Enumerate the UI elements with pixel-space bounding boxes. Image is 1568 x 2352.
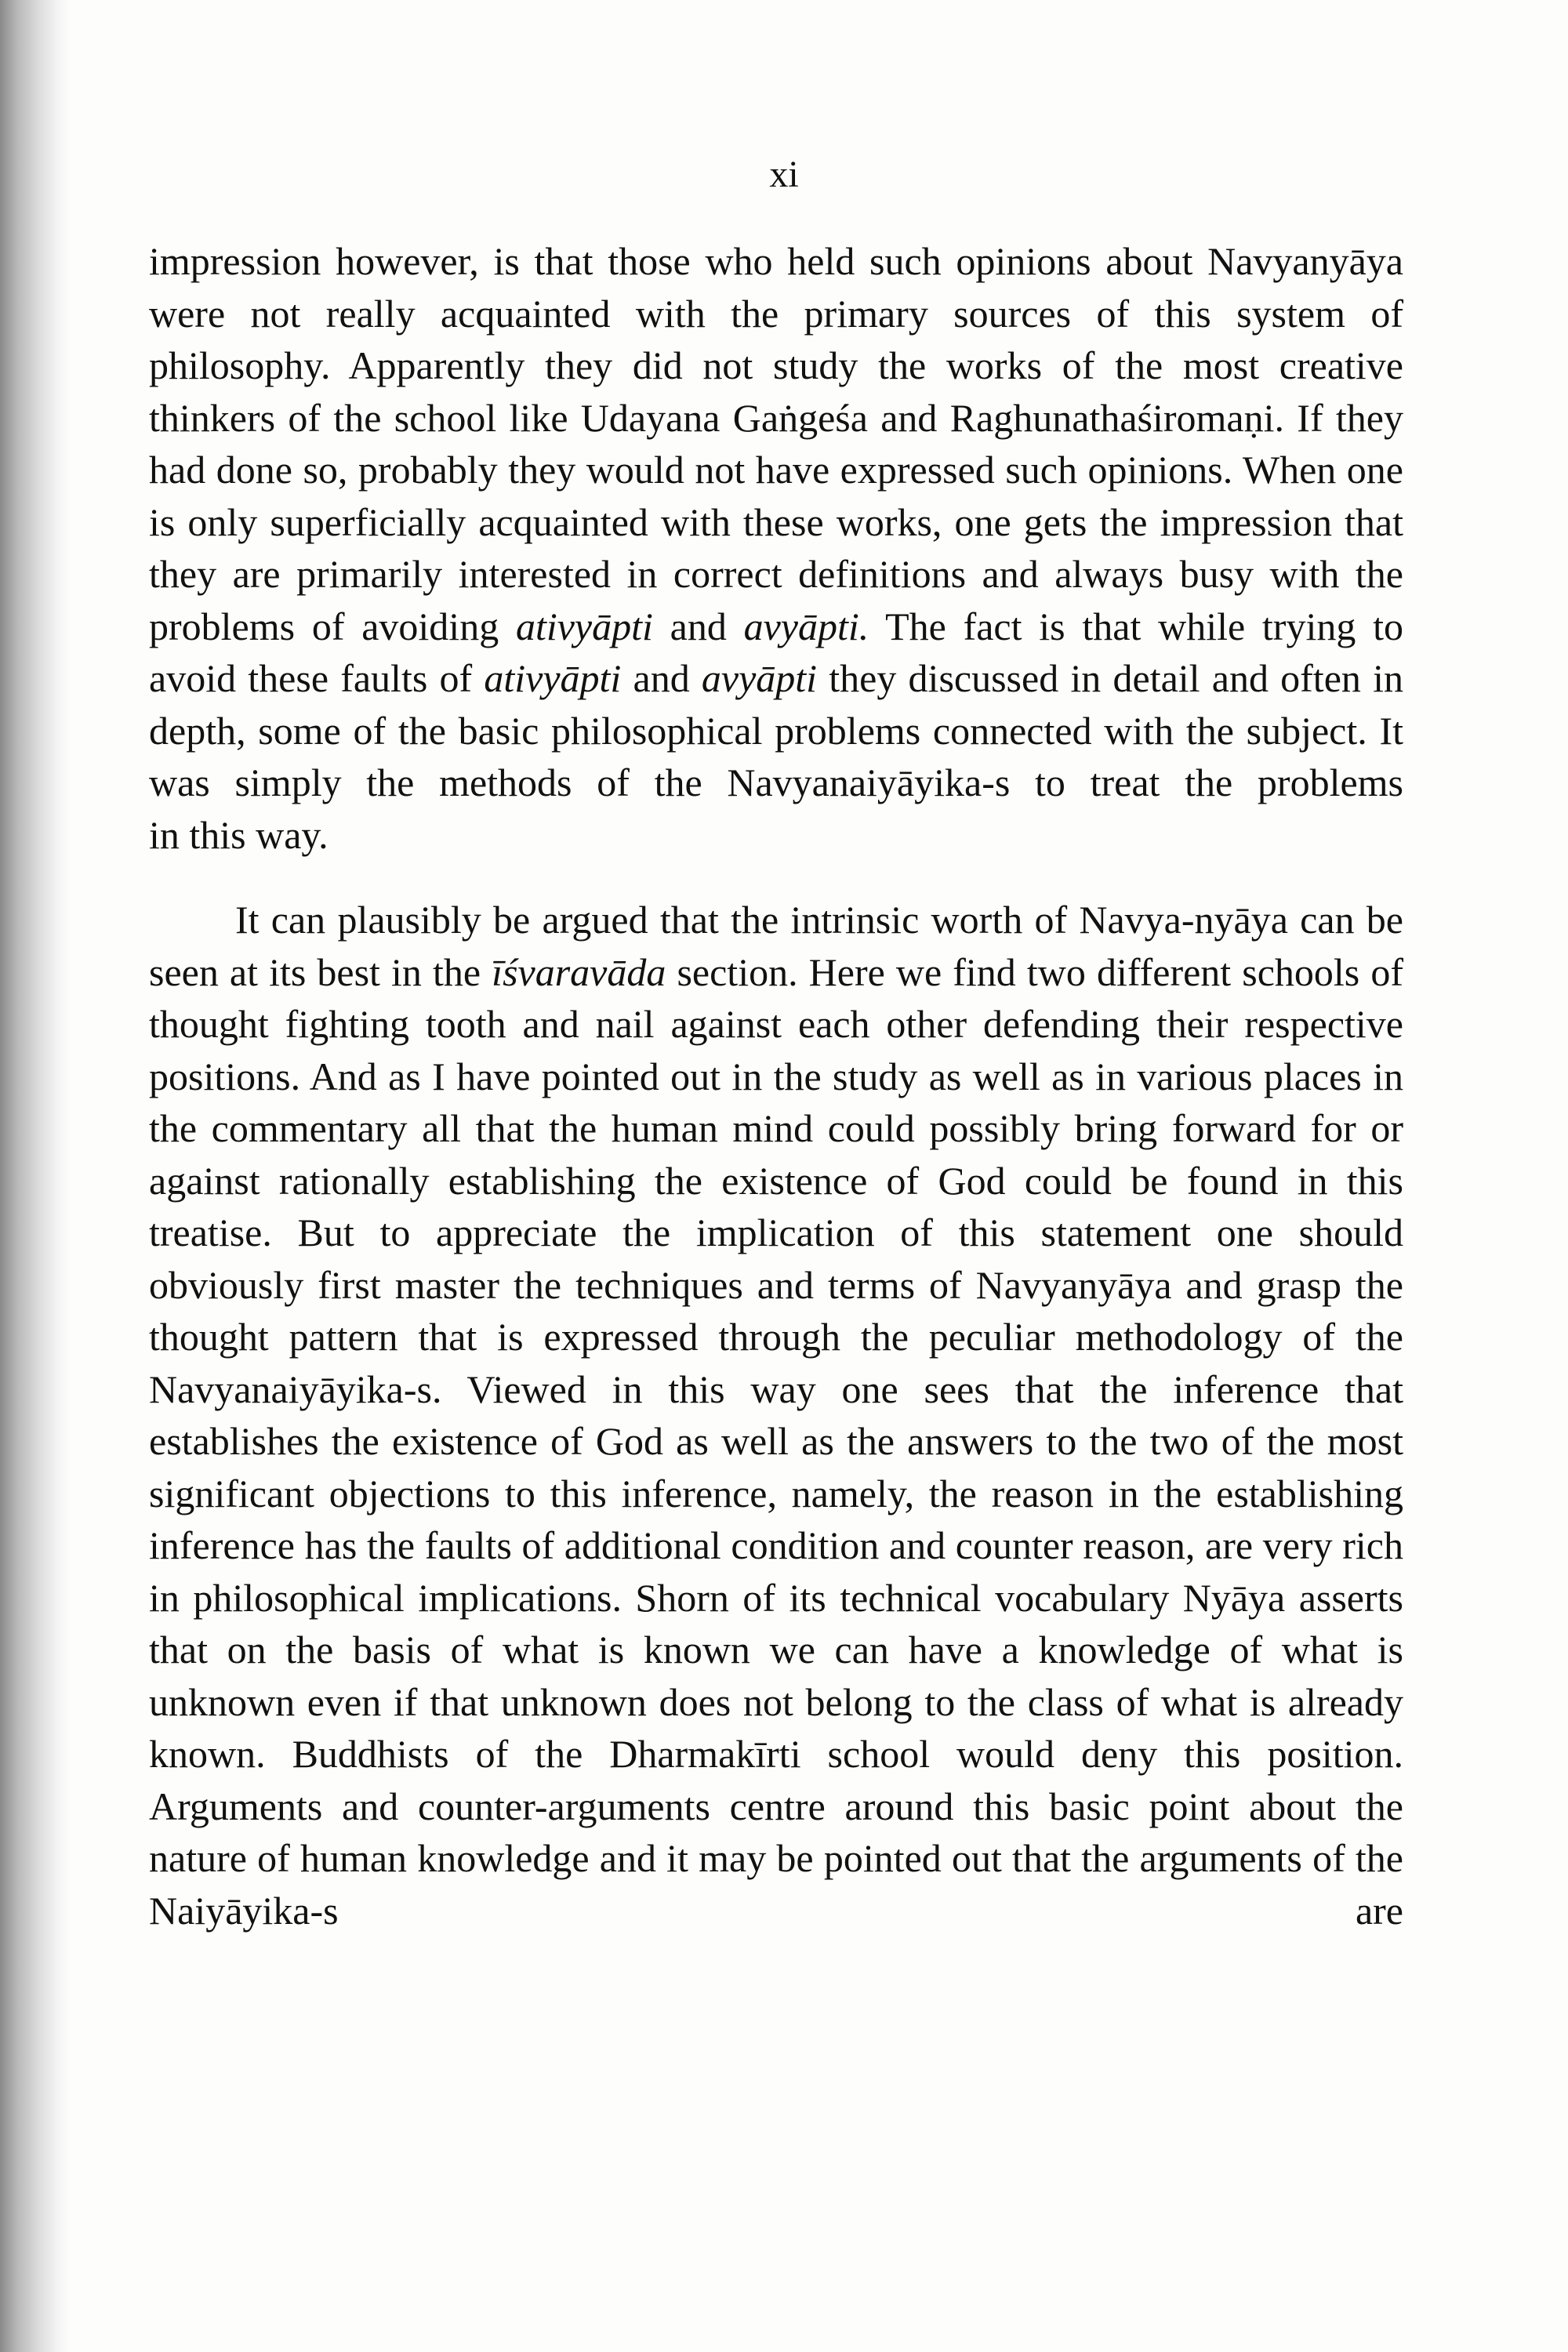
italic-term: īśvaravāda: [492, 949, 666, 994]
text-segment: and: [652, 604, 744, 648]
italic-term: ativyāpti: [515, 604, 653, 648]
page-number: xi: [769, 154, 799, 195]
text-segment: impression however, is that those who held such opinions about Navyanyāya were not really acquainted with the primary sources of this system of philosophy. Apparently they did not study the works of the most creative thinkers of the school like Udayana Gaṅgeśa and Raghunathaśiromaṇi. If they had done so, probably they would not have expressed such opinions. When one is only superficially acquainted with these works, one gets the impression that they are primarily interested in correct definitions and always busy with the problems of avoiding: [149, 239, 1403, 648]
italic-term: avyāpti: [701, 656, 818, 700]
paragraph-1-last-line: in this way.: [149, 812, 328, 857]
text-segment: and: [621, 656, 702, 700]
paragraph-2: [149, 894, 1403, 1936]
italic-term: avyāpti.: [743, 604, 869, 648]
text-segment: The fact is that while trying to avoid these faults of: [149, 604, 1403, 700]
italic-term: ativyāpti: [484, 656, 622, 700]
body-text: [149, 235, 1403, 1936]
text-segment: It can plausibly be argued that the intrinsic worth of Navya-nyāya can be seen at its best in the: [149, 898, 1403, 994]
scan-spine-shadow: [0, 0, 71, 2352]
text-segment: section. Here we find two different schools of thought fighting tooth and nail against each other defending their respective positions. And as I have pointed out in the study as well as in various places in the commentary all that the human mind could possibly bring forward for or against rationally establishing the existence of God could be found in this treatise. But to appreciate the implication of this statement one should obviously first master the techniques and terms of Navyanyāya and grasp the thought pattern that is expressed through the peculiar methodology of the Navyanaiyāyika-s. Viewed in this way one sees that the inference that establishes the existence of God as well as the answers to the two of the most significant objections to this inference, namely, the reason in the establishing inference has the faults of additional condition and counter reason, are very rich in philosophical implications. Shorn of its technical vocabulary Nyāya asserts that on the basis of what is known we can have a knowledge of what is unknown even if that unknown does not belong to the class of what is already known. Buddhists of the Dharmakīrti school would deny this position. Arguments and counter-arguments centre around this basic point about the nature of human knowledge and it may be pointed out that the arguments of the Naiyāyika-s are: [149, 949, 1403, 1933]
paragraph-1: [149, 235, 1403, 809]
text-segment: they discussed in detail and often in depth, some of the basic philosophical problems connected with the subject. It was simply the methods of the Navyanaiyāyika-s to treat the problems: [149, 656, 1403, 804]
